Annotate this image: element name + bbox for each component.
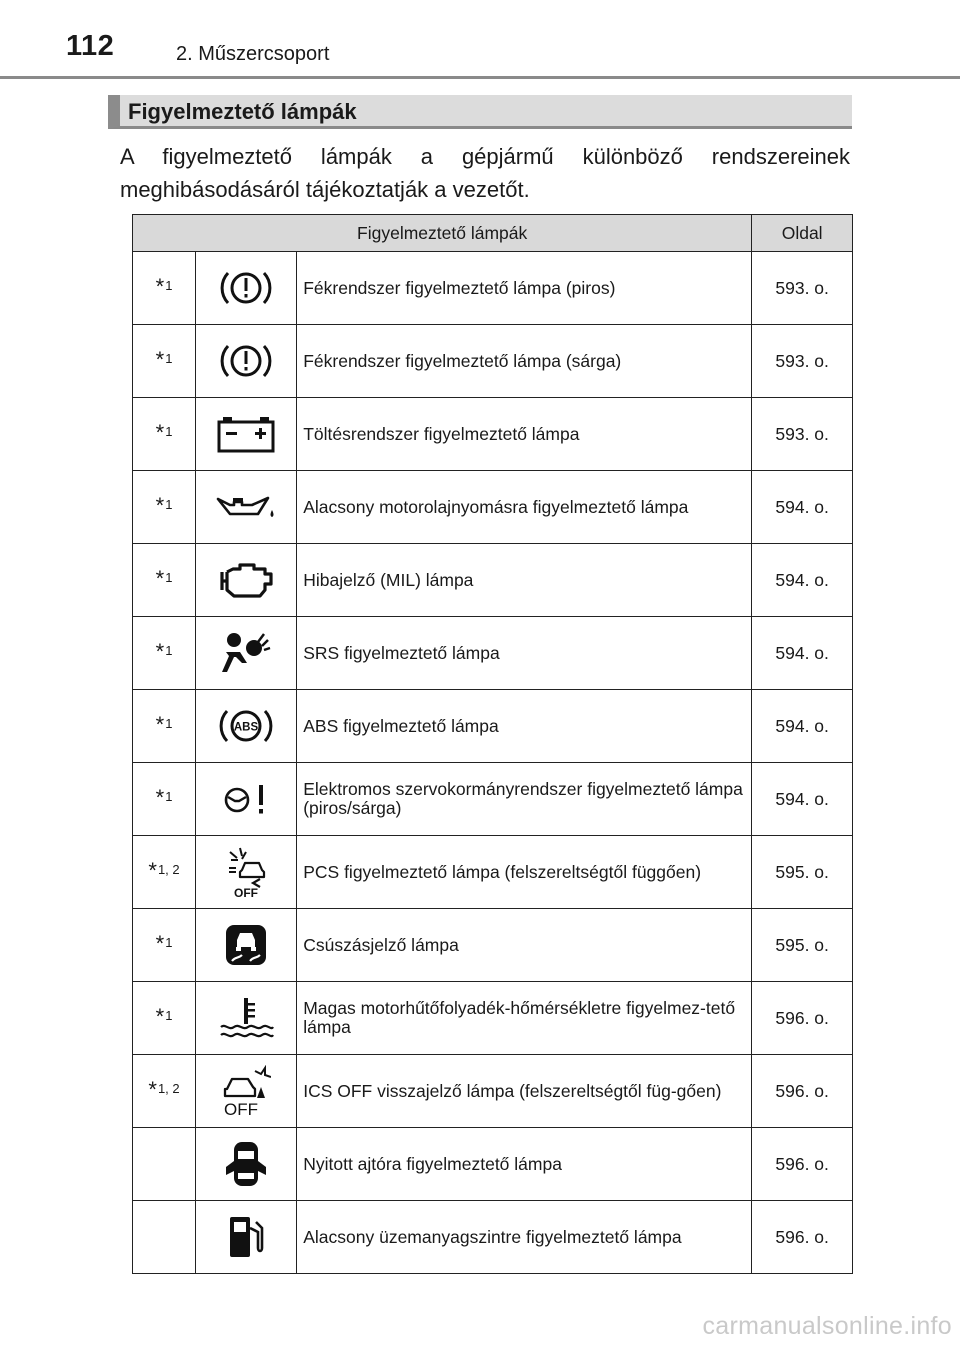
footnote-star: *	[155, 931, 165, 956]
engine-icon	[216, 560, 276, 600]
page-reference: 594. o.	[752, 690, 853, 763]
footnote-mark-cell	[133, 325, 196, 398]
footnote-star: *	[155, 347, 165, 372]
lamp-icon-cell	[196, 982, 297, 1055]
footnote-number: 1, 2	[157, 1081, 180, 1096]
svg-text:ABS: ABS	[233, 721, 259, 734]
footnote-number: 1	[165, 789, 173, 804]
lamp-icon-cell	[196, 544, 297, 617]
table-row	[133, 836, 853, 909]
lamp-description: PCS figyelmeztető lámpa (felszereltségtől függően)	[297, 836, 752, 909]
steering-warning-icon	[221, 781, 271, 817]
lamp-description: Magas motorhűtőfolyadék-hőmérsékletre figyelmez-tető lámpa	[297, 982, 752, 1055]
table-row	[133, 252, 853, 325]
footnote-number: 1	[165, 643, 173, 658]
abs-icon	[217, 705, 275, 747]
footnote-mark-cell	[133, 398, 196, 471]
table-row	[133, 909, 853, 982]
footnote-star: *	[155, 1004, 165, 1029]
intro-paragraph: A figyelmeztető lámpák a gépjármű különböző rendszereinek meghibásodásáról tájékoztatják a vezetőt.	[120, 144, 850, 202]
svg-text:OFF: OFF	[224, 1100, 259, 1117]
lamp-icon-cell	[196, 325, 297, 398]
page-reference: 596. o.	[752, 1201, 853, 1274]
section-heading	[108, 95, 852, 129]
open-door-icon	[224, 1139, 268, 1189]
page-reference: 596. o.	[752, 1055, 853, 1128]
header-rule	[0, 76, 960, 79]
brake-warning-icon	[218, 340, 274, 382]
footnote-number: 1	[165, 935, 173, 950]
lamp-icon-cell	[196, 690, 297, 763]
footnote-number: 1	[165, 1008, 173, 1023]
table-row	[133, 471, 853, 544]
footnote-number: 1	[165, 424, 173, 439]
page-reference: 594. o.	[752, 617, 853, 690]
page-reference: 593. o.	[752, 398, 853, 471]
lamp-description: Hibajelző (MIL) lámpa	[297, 544, 752, 617]
page-reference: 595. o.	[752, 836, 853, 909]
footnote-star: *	[148, 858, 157, 883]
footnote-mark-cell	[133, 982, 196, 1055]
airbag-icon	[220, 630, 272, 676]
footnote-star: *	[155, 420, 165, 445]
footnote-mark-cell	[133, 617, 196, 690]
oil-can-icon	[214, 492, 278, 522]
footnote-star: *	[155, 785, 165, 810]
lamp-icon-cell	[196, 763, 297, 836]
footnote-star: *	[155, 274, 165, 299]
footnote-number: 1	[165, 497, 173, 512]
table-row	[133, 544, 853, 617]
footnote-star: *	[155, 712, 165, 737]
warning-lamps-table	[132, 214, 853, 1274]
table-row	[133, 1128, 853, 1201]
table-row	[133, 690, 853, 763]
lamp-description: Fékrendszer figyelmeztető lámpa (sárga)	[297, 325, 752, 398]
table-header-row	[133, 215, 853, 252]
page-number: 112	[66, 30, 115, 62]
page-reference: 594. o.	[752, 471, 853, 544]
lamp-icon-cell	[196, 1201, 297, 1274]
lamp-description: Fékrendszer figyelmeztető lámpa (piros)	[297, 252, 752, 325]
footnote-mark-cell	[133, 909, 196, 982]
footnote-star: *	[155, 493, 165, 518]
lamp-description: SRS figyelmeztető lámpa	[297, 617, 752, 690]
footnote-star: *	[148, 1077, 157, 1102]
table-row	[133, 982, 853, 1055]
table-row	[133, 1201, 853, 1274]
fuel-icon	[226, 1214, 266, 1260]
slip-indicator-icon	[224, 923, 268, 967]
watermark: carmanualsonline.info	[702, 1312, 952, 1340]
svg-text:OFF: OFF	[234, 886, 259, 898]
footnote-mark-cell	[133, 1055, 196, 1128]
lamp-description: Nyitott ajtóra figyelmeztető lámpa	[297, 1128, 752, 1201]
footnote-number: 1	[165, 716, 173, 731]
lamp-description: ICS OFF visszajelző lámpa (felszereltségtől füg-gően)	[297, 1055, 752, 1128]
footnote-mark-cell	[133, 836, 196, 909]
footnote-number: 1	[165, 570, 173, 585]
table-row	[133, 617, 853, 690]
lamp-icon-cell	[196, 836, 297, 909]
table-row	[133, 1055, 853, 1128]
table-row	[133, 325, 853, 398]
footnote-mark-cell	[133, 763, 196, 836]
section-title: Figyelmeztető lámpák	[128, 99, 357, 124]
page-reference: 596. o.	[752, 982, 853, 1055]
footnote-mark-cell	[133, 1128, 196, 1201]
lamp-icon-cell	[196, 1055, 297, 1128]
footnote-number: 1, 2	[157, 862, 180, 877]
footnote-mark-cell	[133, 690, 196, 763]
table-row	[133, 763, 853, 836]
page-reference: 593. o.	[752, 325, 853, 398]
page-reference: 596. o.	[752, 1128, 853, 1201]
footnote-mark-cell	[133, 1201, 196, 1274]
footnote-star: *	[155, 566, 165, 591]
lamp-icon-cell	[196, 398, 297, 471]
footnote-mark-cell	[133, 252, 196, 325]
col-header-lamps: Figyelmeztető lámpák	[133, 215, 752, 252]
brake-warning-icon	[218, 267, 274, 309]
footnote-star: *	[155, 639, 165, 664]
lamp-icon-cell	[196, 617, 297, 690]
page-reference: 593. o.	[752, 252, 853, 325]
pcs-off-icon	[226, 846, 266, 898]
lamp-icon-cell	[196, 909, 297, 982]
lamp-description: Csúszásjelző lámpa	[297, 909, 752, 982]
lamp-description: ABS figyelmeztető lámpa	[297, 690, 752, 763]
footnote-number: 1	[165, 351, 173, 366]
lamp-description: Alacsony üzemanyagszintre figyelmeztető lámpa	[297, 1201, 752, 1274]
page-reference: 594. o.	[752, 763, 853, 836]
coolant-temp-icon	[217, 995, 275, 1041]
col-header-page: Oldal	[752, 215, 853, 252]
lamp-description: Alacsony motorolajnyomásra figyelmeztető lámpa	[297, 471, 752, 544]
lamp-icon-cell	[196, 1128, 297, 1201]
battery-icon	[216, 414, 276, 454]
lamp-icon-cell	[196, 471, 297, 544]
lamp-description: Töltésrendszer figyelmeztető lámpa	[297, 398, 752, 471]
lamp-description: Elektromos szervokormányrendszer figyelmeztető lámpa (piros/sárga)	[297, 763, 752, 836]
footnote-mark-cell	[133, 471, 196, 544]
page-reference: 594. o.	[752, 544, 853, 617]
footnote-mark-cell	[133, 544, 196, 617]
footnote-number: 1	[165, 278, 173, 293]
lamp-icon-cell	[196, 252, 297, 325]
ics-off-icon	[221, 1065, 271, 1117]
chapter-title: 2. Műszercsoport	[176, 43, 330, 65]
table-row	[133, 398, 853, 471]
page-reference: 595. o.	[752, 909, 853, 982]
